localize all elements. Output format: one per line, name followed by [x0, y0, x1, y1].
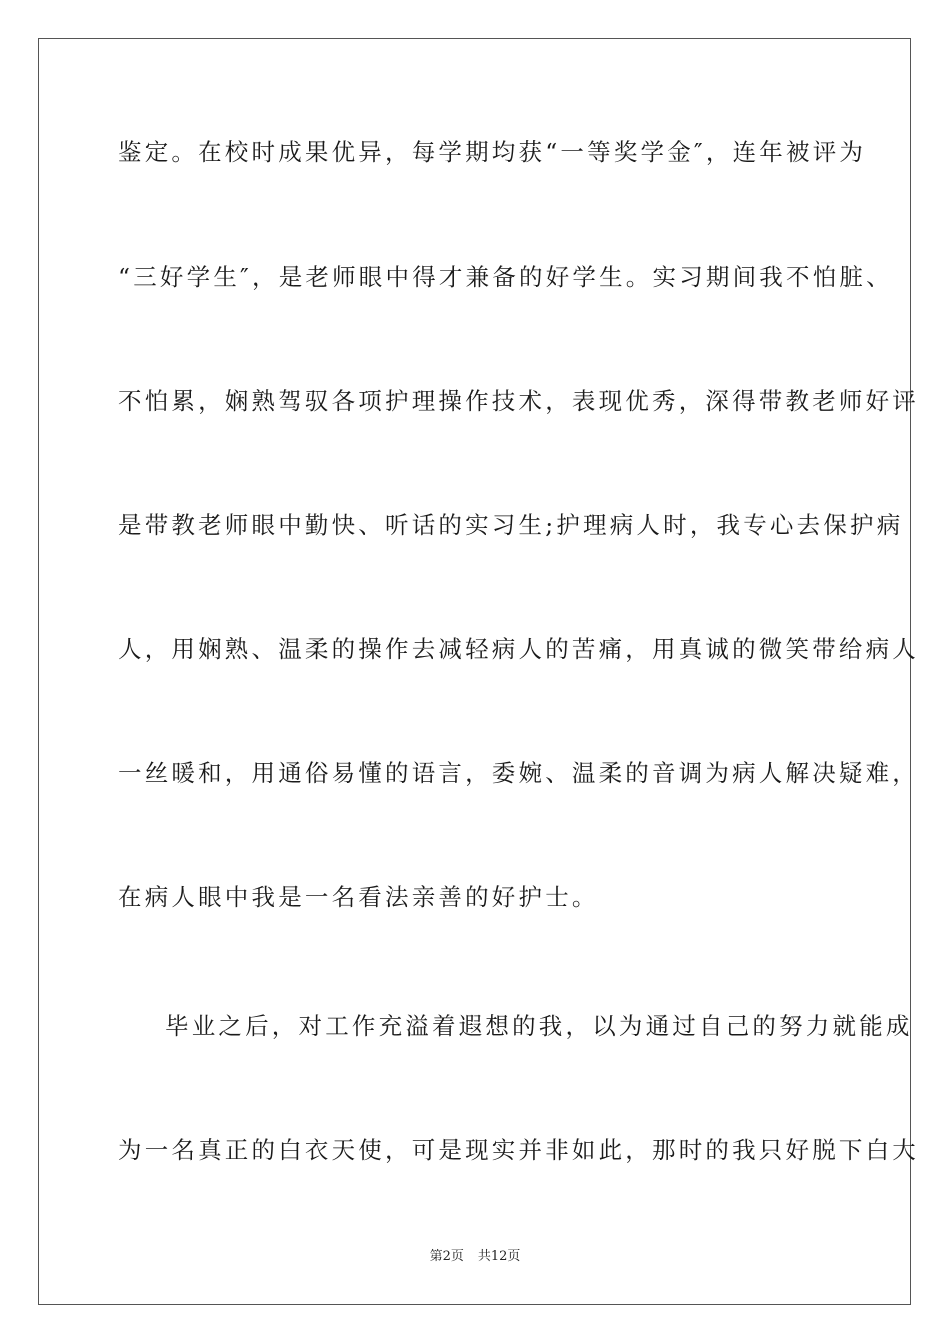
- body-text-line: 为一名真正的白衣天使，可是现实并非如此，那时的我只好脱下白大: [118, 1136, 919, 1164]
- page-border: [38, 38, 919, 1305]
- total-pages: 共12页: [477, 1249, 521, 1264]
- body-text-line: 人，用娴熟、温柔的操作去减轻病人的苦痛，用真诚的微笑带给病人: [118, 635, 919, 663]
- body-text-line: 不怕累，娴熟驾驭各项护理操作技术，表现优秀，深得带教老师好评: [118, 387, 919, 415]
- body-text-line: 一丝暖和，用通俗易懂的语言，委婉、温柔的音调为病人解决疑难，: [118, 759, 919, 787]
- body-text-line: “三好学生″，是老师眼中得才兼备的好学生。实习期间我不怕脏、: [118, 263, 893, 291]
- paragraph-first-line: 毕业之后，对工作充溢着遐想的我，以为通过自己的努力就能成: [165, 1012, 913, 1040]
- page-footer: [0, 1248, 950, 1266]
- body-text-line: 是带教老师眼中勤快、听话的实习生;护理病人时，我专心去保护病: [118, 511, 904, 539]
- body-text-line: 鉴定。在校时成果优异，每学期均获“一等奖学金″，连年被评为: [118, 138, 867, 166]
- page-number: 第2页: [429, 1249, 464, 1264]
- body-text-line: 在病人眼中我是一名看法亲善的好护士。: [118, 883, 599, 911]
